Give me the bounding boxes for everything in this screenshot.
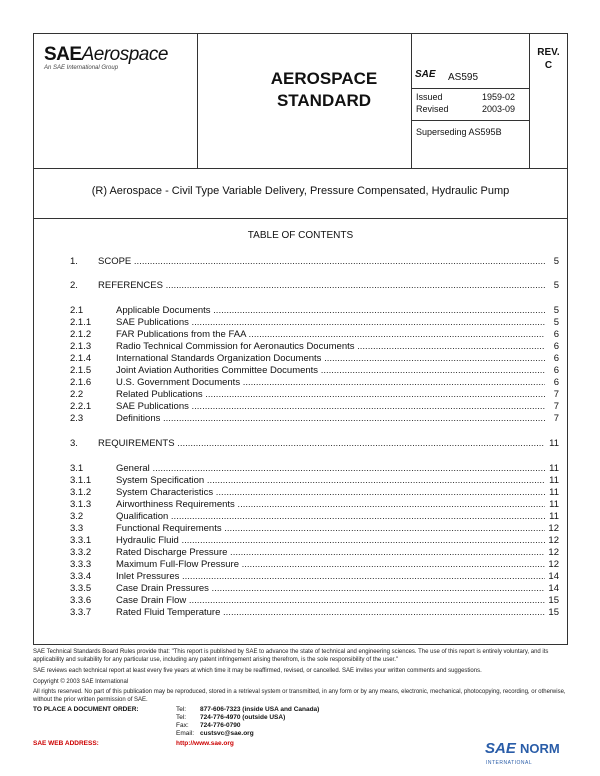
document-title: (R) Aerospace - Civil Type Variable Delivery, Pressure Compensated, Hydraulic Pump	[91, 185, 510, 197]
divider	[411, 120, 529, 121]
fax-number: 724-776-0790	[200, 722, 241, 729]
footer-review: SAE reviews each technical report at least every five years at which time it may be reaffirmed, revised, or cancelled. SAE invites your written comments and suggestions.	[33, 668, 482, 674]
sae-norm-logo: SAE NORM	[485, 740, 560, 757]
toc-entry[interactable]: 3.1 General ..... 11	[34, 462, 567, 475]
toc-entry[interactable]: 3.3.5 Case Drain Pressures ..... 14	[34, 582, 567, 595]
toc-entry[interactable]: 2.1.4 International Standards Organization Documents ..... 6	[34, 352, 567, 365]
logo-aerospace: Aerospace	[81, 44, 168, 65]
toc-entry[interactable]: 2.1.2 FAR Publications from the FAA ..... 6	[34, 328, 567, 341]
header	[34, 34, 567, 169]
tel-label: Tel:	[176, 714, 187, 721]
revised-label: Revised	[416, 104, 449, 114]
toc-entry[interactable]: 3.3.4 Inlet Pressures ..... 14	[34, 570, 567, 583]
header-divider	[197, 34, 198, 168]
web-address-label: SAE WEB ADDRESS:	[33, 740, 99, 747]
toc-heading: TABLE OF CONTENTS	[247, 230, 354, 241]
sae-norm-logo-subtitle: INTERNATIONAL	[486, 760, 533, 766]
document-number: AS595	[448, 72, 479, 83]
tel-inside-usa: 877-606-7323 (inside USA and Canada)	[200, 706, 320, 713]
toc-entry[interactable]: 3.1.3 Airworthiness Requirements ..... 11	[34, 498, 567, 511]
toc-entry[interactable]: 2. REFERENCES ..... 5	[34, 279, 567, 292]
toc-entry[interactable]: 2.1.1 SAE Publications ..... 5	[34, 316, 567, 329]
fax-label: Fax:	[176, 722, 189, 729]
toc-entry[interactable]: 2.1.5 Joint Aviation Authorities Committee Documents ..... 6	[34, 364, 567, 377]
toc-entry[interactable]: 2.1 Applicable Documents ..... 5	[34, 304, 567, 317]
toc-entry[interactable]: 2.3 Definitions ..... 7	[34, 412, 567, 425]
toc-entry[interactable]: 2.1.6 U.S. Government Documents ..... 6	[34, 376, 567, 389]
footer-rules: SAE Technical Standards Board Rules provide that: "This report is published by SAE to advance the state of technical and engineering sciences. The use of this report is entirely voluntary, and its applicability and suitability for any particular use, including any patent infringement arising therefrom, is the sole responsibility of the user."	[33, 649, 549, 663]
revision-box	[530, 46, 567, 72]
toc-entry[interactable]: 3.3.2 Rated Discharge Pressure ..... 12	[34, 546, 567, 559]
revision-value: C	[544, 60, 553, 71]
toc-entry[interactable]: 3.1.2 System Characteristics ..... 11	[34, 486, 567, 499]
toc-entry[interactable]: 3.1.1 System Specification ..... 11	[34, 474, 567, 487]
toc-entry[interactable]: 2.2 Related Publications ..... 7	[34, 388, 567, 401]
title-line-1: AEROSPACE	[270, 69, 378, 88]
logo-sae: SAE	[44, 44, 82, 65]
toc-entry[interactable]: 3.3.3 Maximum Full-Flow Pressure ..... 12	[34, 558, 567, 571]
toc-entry[interactable]: 3.3.1 Hydraulic Fluid ..... 12	[34, 534, 567, 547]
toc-entry[interactable]: 3. REQUIREMENTS ..... 11	[34, 437, 567, 450]
tel-label: Tel:	[176, 706, 187, 713]
sae-mark: SAE	[415, 69, 436, 80]
standard-title	[224, 68, 424, 112]
divider	[411, 88, 529, 89]
email-label: Email:	[176, 730, 195, 737]
toc-entry[interactable]: 1. SCOPE ..... 5	[34, 255, 567, 268]
toc-entry[interactable]: 3.3 Functional Requirements ..... 12	[34, 522, 567, 535]
footer-copyright: Copyright © 2003 SAE International	[33, 679, 129, 685]
email-address[interactable]: custsvc@sae.org	[200, 730, 254, 737]
toc-entry[interactable]: 3.2 Qualification ..... 11	[34, 510, 567, 523]
issued-label: Issued	[416, 92, 443, 102]
logo-subtitle: An SAE International Group	[44, 65, 119, 71]
web-address-link[interactable]: http://www.sae.org	[176, 740, 234, 747]
toc-entry[interactable]: 3.3.6 Case Drain Flow ..... 15	[34, 594, 567, 607]
superseding-note: Superseding AS595B	[416, 127, 502, 137]
revision-label: REV.	[537, 47, 560, 58]
revised-date: 2003-09	[482, 104, 516, 114]
issued-date: 1959-02	[482, 92, 516, 102]
order-label: TO PLACE A DOCUMENT ORDER:	[33, 706, 139, 713]
toc-entry[interactable]: 2.1.3 Radio Technical Commission for Aeronautics Documents ..... 6	[34, 340, 567, 353]
document-title-box	[34, 168, 567, 219]
tel-outside-usa: 724-776-4970 (outside USA)	[200, 714, 286, 721]
sae-aerospace-logo	[44, 44, 168, 66]
toc-entry[interactable]: 3.3.7 Rated Fluid Temperature ..... 15	[34, 606, 567, 619]
document-frame	[33, 33, 568, 645]
toc-entry[interactable]: 2.2.1 SAE Publications ..... 7	[34, 400, 567, 413]
footer-rights: All rights reserved. No part of this publication may be reproduced, stored in a retrieval system or transmitted, in any form or by any means, electronic, mechanical, photocopying, recording, or otherwise, without the prior written permission of SAE.	[33, 689, 566, 703]
title-line-2: STANDARD	[276, 91, 372, 110]
